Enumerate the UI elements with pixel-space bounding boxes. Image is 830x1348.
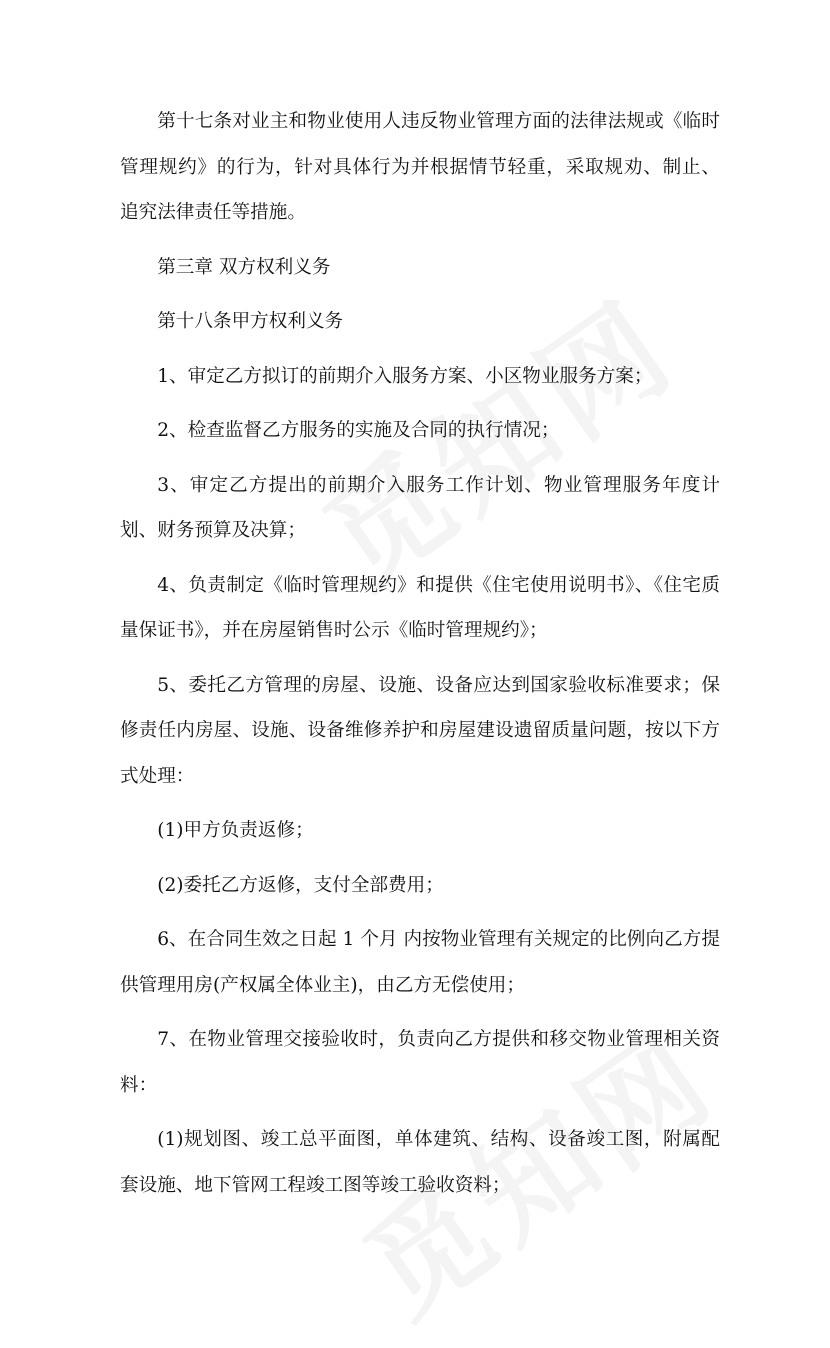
list-item: 1、审定乙方拟订的前期介入服务方案、小区物业服务方案；	[157, 365, 653, 387]
list-item: 3、审定乙方提出的前期介入服务工作计划、物业管理服务年度计划、财务预算及决算；	[120, 474, 720, 541]
list-item: 2、检查监督乙方服务的实施及合同的执行情况；	[157, 420, 560, 441]
list-item: 4、负责制定《临时管理规约》和提供《住宅使用说明书》、《住宅质量保证书》，并在房屋销售时公示《临时管理规约》；	[120, 574, 720, 641]
list-item: 7、在物业管理交接验收时，负责向乙方提供和移交物业管理相关资料：	[120, 1029, 720, 1096]
sub-list-item: (2)委托乙方返修，支付全部费用；	[157, 874, 444, 896]
sub-list-item: (1)甲方负责返修；	[157, 820, 314, 841]
paragraph-article-17: 第十七条对业主和物业使用人违反物业管理方面的法律法规或《临时管理规约》的行为，针对具体行为并根据情节轻重，采取规劝、制止、 追究法律责任等措施。	[120, 111, 720, 223]
chapter-heading: 第三章 双方权利义务	[157, 256, 331, 278]
article-heading: 第十八条甲方权利义务	[157, 311, 344, 332]
list-item: 5、委托乙方管理的房屋、设施、设备应达到国家验收标准要求；保修责任内房屋、设施、设备维修养护和房屋建设遗留质量问题，按以下方式处理：	[120, 674, 720, 787]
list-item: 6、在合同生效之日起 1 个月 内按物业管理有关规定的比例向乙方提供管理用房(产权属全体业主)，由乙方无偿使用；	[120, 929, 720, 996]
document-body	[120, 99, 720, 1217]
sub-list-item: (1)规划图、竣工总平面图，单体建筑、结构、设备竣工图，附属配套设施、地下管网工程竣工图等竣工验收资料；	[120, 1129, 720, 1196]
